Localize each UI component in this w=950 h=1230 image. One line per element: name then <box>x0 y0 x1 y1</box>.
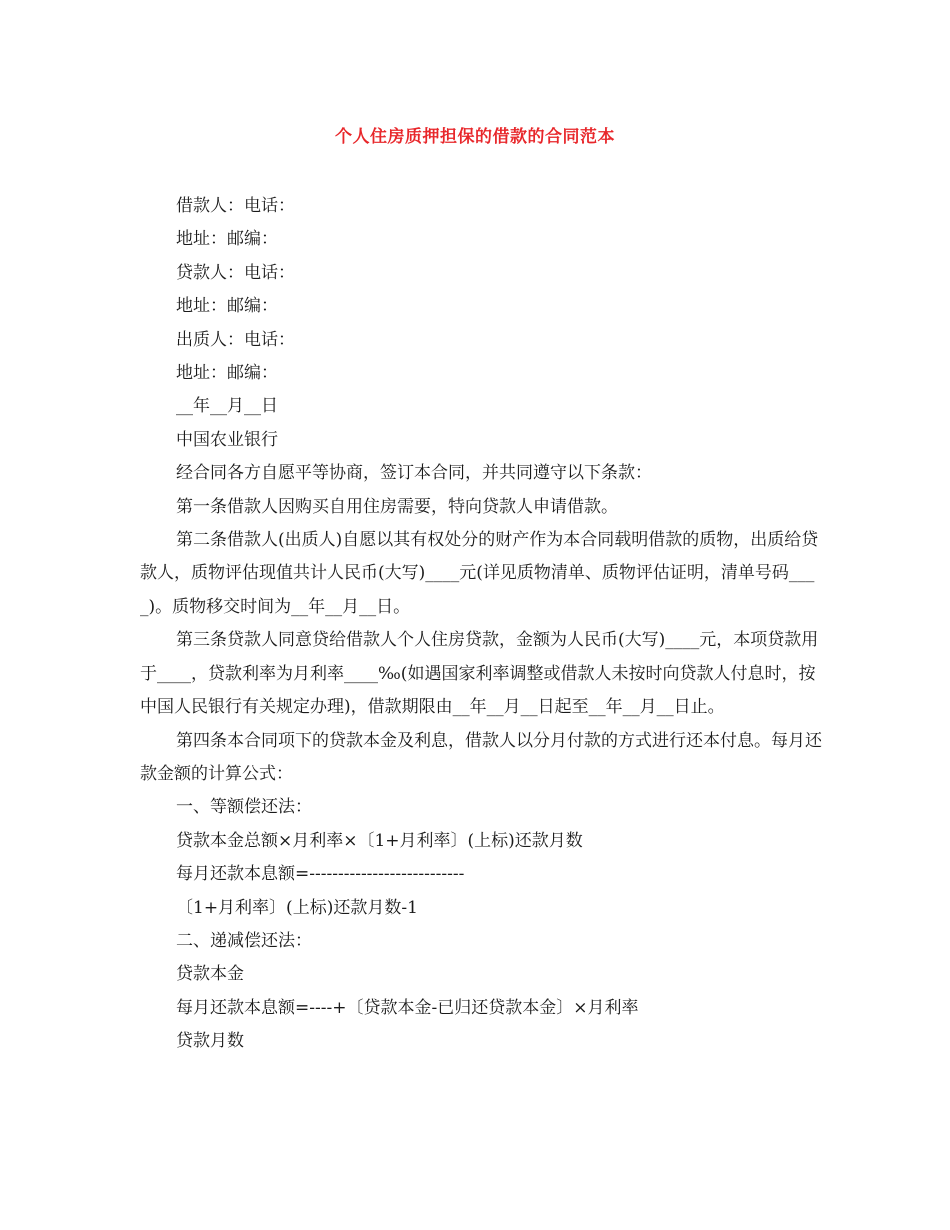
paragraph-article-1: 第一条借款人因购买自用住房需要，特向贷款人申请借款。 <box>176 496 618 517</box>
paragraph-preamble: 经合同各方自愿平等协商，签订本合同，并共同遵守以下条款： <box>176 463 652 484</box>
paragraph-lender: 贷款人：电话： <box>176 262 295 283</box>
document-body <box>140 190 830 1059</box>
paragraph-formula-1-numerator: 贷款本金总额×月利率×〔1+月利率〕(上标)还款月数 <box>176 830 583 851</box>
paragraph-formula-1-line: 每月还款本息额=--------------------------- <box>176 864 465 885</box>
paragraph-lender-address: 地址：邮编： <box>176 296 278 317</box>
document-title: 个人住房质押担保的借款的合同范本 <box>335 127 615 147</box>
paragraph-method-1: 一、等额偿还法： <box>176 797 312 818</box>
paragraph-formula-2-denominator: 贷款月数 <box>176 1031 244 1052</box>
paragraph-pledgor-address: 地址：邮编： <box>176 363 278 384</box>
paragraph-article-4: 第四条本合同项下的贷款本金及利息，借款人以分月付款的方式进行还本付息。每月还款金额的计算公式： <box>140 730 822 784</box>
paragraph-formula-1-denominator: 〔1+月利率〕(上标)还款月数-1 <box>176 897 418 918</box>
paragraph-method-2: 二、递减偿还法： <box>176 930 312 951</box>
paragraph-borrower-address: 地址：邮编： <box>176 229 278 250</box>
paragraph-article-2: 第二条借款人(出质人)自愿以其有权处分的财产作为本合同载明借款的质物，出质给贷款人，质物评估现值共计人民币(大写)____元(详见质物清单、质物评估证明，清单号码____)。质物移交时间为__年__月__日。 <box>140 530 819 617</box>
paragraph-pledgor: 出质人：电话： <box>176 329 295 350</box>
paragraph-formula-2-numerator: 贷款本金 <box>176 964 244 985</box>
paragraph-formula-2-line: 每月还款本息额=----+〔贷款本金-已归还贷款本金〕×月利率 <box>176 997 639 1018</box>
paragraph-article-3: 第三条贷款人同意贷给借款人个人住房贷款，金额为人民币(大写)____元，本项贷款用于____，贷款利率为月利率____‰(如遇国家利率调整或借款人未按时向贷款人付息时，按中国人民银行有关规定办理)，借款期限由__年__月__日起至__年__月__日止。 <box>140 630 819 718</box>
paragraph-bank: 中国农业银行 <box>176 429 278 450</box>
paragraph-date: __年__月__日 <box>176 396 278 417</box>
paragraph-borrower: 借款人：电话： <box>176 196 295 216</box>
